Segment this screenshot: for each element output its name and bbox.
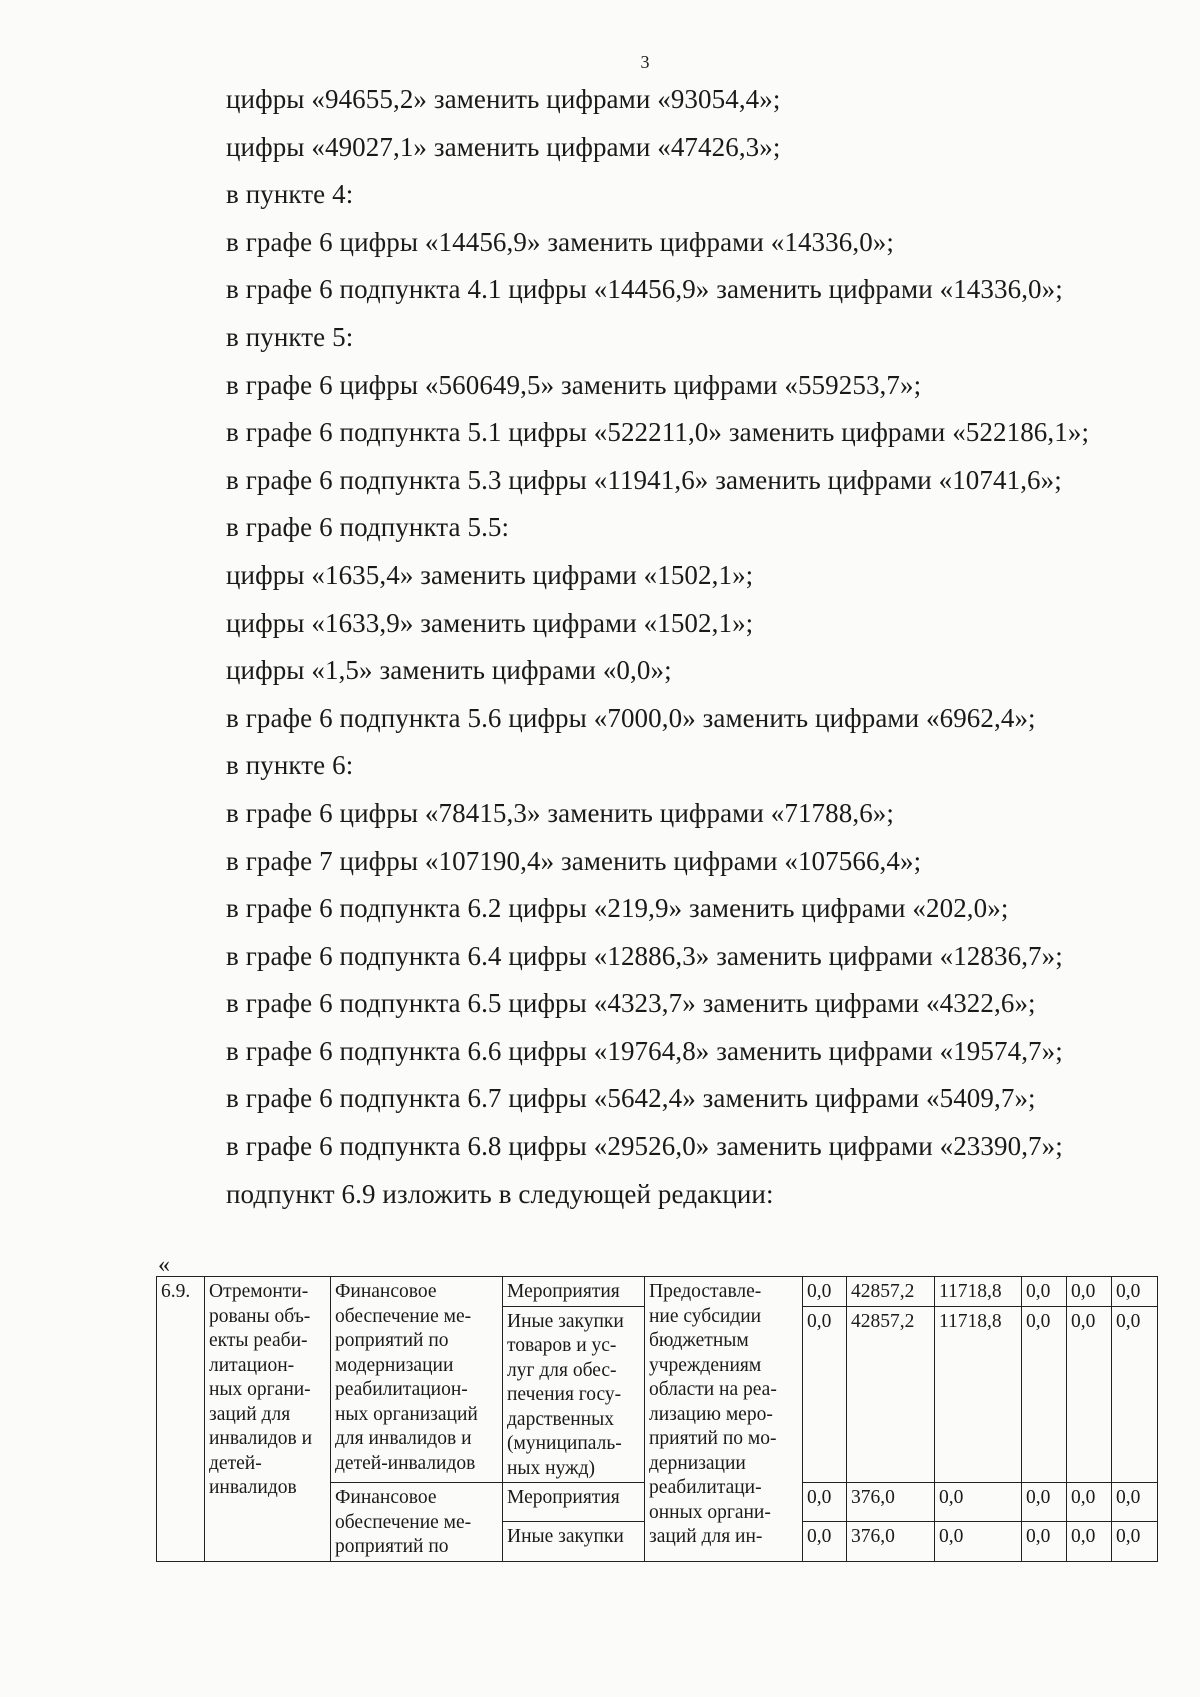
- cell-text-line: Финансовое: [335, 1281, 437, 1302]
- cell-text-line: обеспечение ме-: [335, 1511, 472, 1533]
- cell-text-line: для инвалидов и: [335, 1428, 472, 1449]
- result-cell: [205, 1277, 331, 1562]
- cell-text-line: детей-: [209, 1452, 262, 1474]
- text-line: в графе 6 подпункта 5.5:: [226, 512, 510, 543]
- measure-cell: [331, 1277, 503, 1483]
- text-line: в графе 6 подпункта 6.7 цифры «5642,4» заменить цифрами «5409,7»;: [226, 1083, 1036, 1114]
- text-line: в графе 6 подпункта 6.2 цифры «219,9» заменить цифрами «202,0»;: [226, 893, 1009, 924]
- text-line: в графе 7 цифры «107190,4» заменить цифрами «107566,4»;: [226, 845, 922, 876]
- cell-text-line: товаров и ус-: [507, 1335, 617, 1356]
- cell-text-line: дернизации: [649, 1452, 746, 1474]
- value-cell: 42857,2: [847, 1306, 935, 1483]
- text-line: в пункте 6:: [226, 750, 354, 781]
- cell-text-line: модернизации: [335, 1354, 454, 1376]
- value-cell: 0,0: [935, 1522, 1022, 1561]
- text-line: в графе 6 подпункта 5.6 цифры «7000,0» заменить цифрами «6962,4»;: [226, 702, 1036, 733]
- table-row: [157, 1277, 1158, 1307]
- cell-text-line: роприятий по: [335, 1330, 449, 1351]
- cell-text-line: учреждениям: [649, 1354, 762, 1376]
- cell-text-line: ние субсидии: [649, 1305, 762, 1327]
- text-line: в графе 6 подпункта 6.6 цифры «19764,8» заменить цифрами «19574,7»;: [226, 1035, 1063, 1066]
- page-number: 3: [640, 52, 650, 72]
- text-line: цифры «49027,1» заменить цифрами «47426,3»;: [226, 131, 781, 162]
- cell-text-line: ных организаций: [335, 1403, 478, 1425]
- value-cell: 0,0: [1067, 1522, 1112, 1561]
- cell-text-line: онных органи-: [649, 1501, 771, 1523]
- text-line: подпункт 6.9 изложить в следующей редакции:: [226, 1178, 774, 1209]
- text-line: в пункте 4:: [226, 179, 354, 210]
- cell-text-line: Мероприятия: [507, 1487, 620, 1508]
- cell-text-line: (муниципаль-: [507, 1433, 622, 1454]
- value-cell: 0,0: [1022, 1522, 1067, 1561]
- cell-text-line: Иные закупки: [507, 1310, 624, 1332]
- value-cell: 0,0: [803, 1306, 847, 1483]
- value-cell: 0,0: [935, 1483, 1022, 1522]
- cell-text-line: бюджетным: [649, 1330, 749, 1351]
- text-line: в пункте 5:: [226, 321, 354, 352]
- cell-text-line: ных нужд): [507, 1457, 595, 1479]
- item-number-cell: 6.9.: [157, 1277, 205, 1562]
- text-line: в графе 6 подпункта 4.1 цифры «14456,9» заменить цифрами «14336,0»;: [226, 274, 1063, 305]
- text-line: в графе 6 подпункта 6.4 цифры «12886,3» заменить цифрами «12836,7»;: [226, 940, 1063, 971]
- value-cell: 11718,8: [935, 1306, 1022, 1483]
- expense-type-cell: [503, 1483, 645, 1522]
- cell-text-line: ных органи-: [209, 1379, 311, 1400]
- text-line: в графе 6 подпункта 6.8 цифры «29526,0» заменить цифрами «23390,7»;: [226, 1131, 1063, 1162]
- cell-text-line: екты реаби-: [209, 1330, 308, 1351]
- cell-text-line: инвалидов и: [209, 1428, 313, 1449]
- cell-text-line: дарственных: [507, 1408, 614, 1430]
- cell-text-line: роприятий по: [335, 1536, 449, 1557]
- value-cell: 42857,2: [847, 1277, 935, 1307]
- value-cell: 376,0: [847, 1522, 935, 1561]
- cell-text-line: Отремонти-: [209, 1281, 309, 1302]
- value-cell: 0,0: [803, 1483, 847, 1522]
- text-line: цифры «94655,2» заменить цифрами «93054,4»;: [226, 84, 781, 114]
- cell-text-line: заций для: [209, 1403, 291, 1425]
- value-cell: 0,0: [1112, 1483, 1158, 1522]
- text-line: цифры «1635,4» заменить цифрами «1502,1»;: [226, 559, 754, 590]
- text-line: в графе 6 подпункта 5.3 цифры «11941,6» заменить цифрами «10741,6»;: [226, 464, 1062, 495]
- expense-type-cell: [503, 1306, 645, 1483]
- cell-text-line: Предоставле-: [649, 1281, 762, 1302]
- cell-text-line: заций для ин-: [649, 1526, 763, 1547]
- opening-quote: «: [158, 1252, 170, 1278]
- value-cell: 11718,8: [935, 1277, 1022, 1307]
- cell-text-line: печения госу-: [507, 1384, 622, 1405]
- value-cell: 0,0: [1022, 1277, 1067, 1307]
- cell-text-line: рованы объ-: [209, 1305, 311, 1327]
- expense-type-cell: [503, 1522, 645, 1561]
- text-line: цифры «1,5» заменить цифрами «0,0»;: [226, 655, 672, 686]
- description-cell: [645, 1277, 803, 1562]
- cell-text-line: Финансовое: [335, 1487, 437, 1508]
- text-line: в графе 6 подпункта 6.5 цифры «4323,7» заменить цифрами «4322,6»;: [226, 988, 1036, 1019]
- cell-text-line: реабилитацион-: [335, 1379, 468, 1400]
- value-cell: 0,0: [1112, 1277, 1158, 1307]
- value-cell: 0,0: [1067, 1306, 1112, 1483]
- text-line: в графе 6 цифры «560649,5» заменить цифрами «559253,7»;: [226, 369, 922, 400]
- value-cell: 0,0: [803, 1522, 847, 1561]
- value-cell: 376,0: [847, 1483, 935, 1522]
- cell-text-line: Иные закупки: [507, 1526, 624, 1548]
- cell-text-line: Мероприятия: [507, 1281, 620, 1302]
- cell-text-line: реабилитаци-: [649, 1477, 762, 1498]
- value-cell: 0,0: [1067, 1277, 1112, 1307]
- expense-type-cell: [503, 1277, 645, 1307]
- cell-text-line: инвалидов: [209, 1477, 297, 1498]
- document-body: [226, 76, 1146, 1218]
- value-cell: 0,0: [803, 1277, 847, 1307]
- text-line: в графе 6 подпункта 5.1 цифры «522211,0» заменить цифрами «522186,1»;: [226, 417, 1090, 448]
- value-cell: 0,0: [1022, 1306, 1067, 1483]
- cell-text-line: приятий по мо-: [649, 1428, 777, 1449]
- cell-text-line: луг для обес-: [507, 1359, 617, 1381]
- value-cell: 0,0: [1112, 1306, 1158, 1483]
- cell-text-line: лизацию меро-: [649, 1403, 773, 1425]
- cell-text-line: области на реа-: [649, 1379, 777, 1400]
- text-line: в графе 6 цифры «14456,9» заменить цифрами «14336,0»;: [226, 226, 895, 257]
- cell-text-line: литацион-: [209, 1354, 295, 1376]
- text-line: цифры «1633,9» заменить цифрами «1502,1»;: [226, 607, 754, 638]
- cell-text-line: обеспечение ме-: [335, 1305, 472, 1327]
- program-table: [156, 1276, 1158, 1562]
- text-line: в графе 6 цифры «78415,3» заменить цифрами «71788,6»;: [226, 797, 895, 828]
- value-cell: 0,0: [1022, 1483, 1067, 1522]
- value-cell: 0,0: [1112, 1522, 1158, 1561]
- value-cell: 0,0: [1067, 1483, 1112, 1522]
- measure-cell: [331, 1483, 503, 1562]
- cell-text-line: детей-инвалидов: [335, 1452, 476, 1474]
